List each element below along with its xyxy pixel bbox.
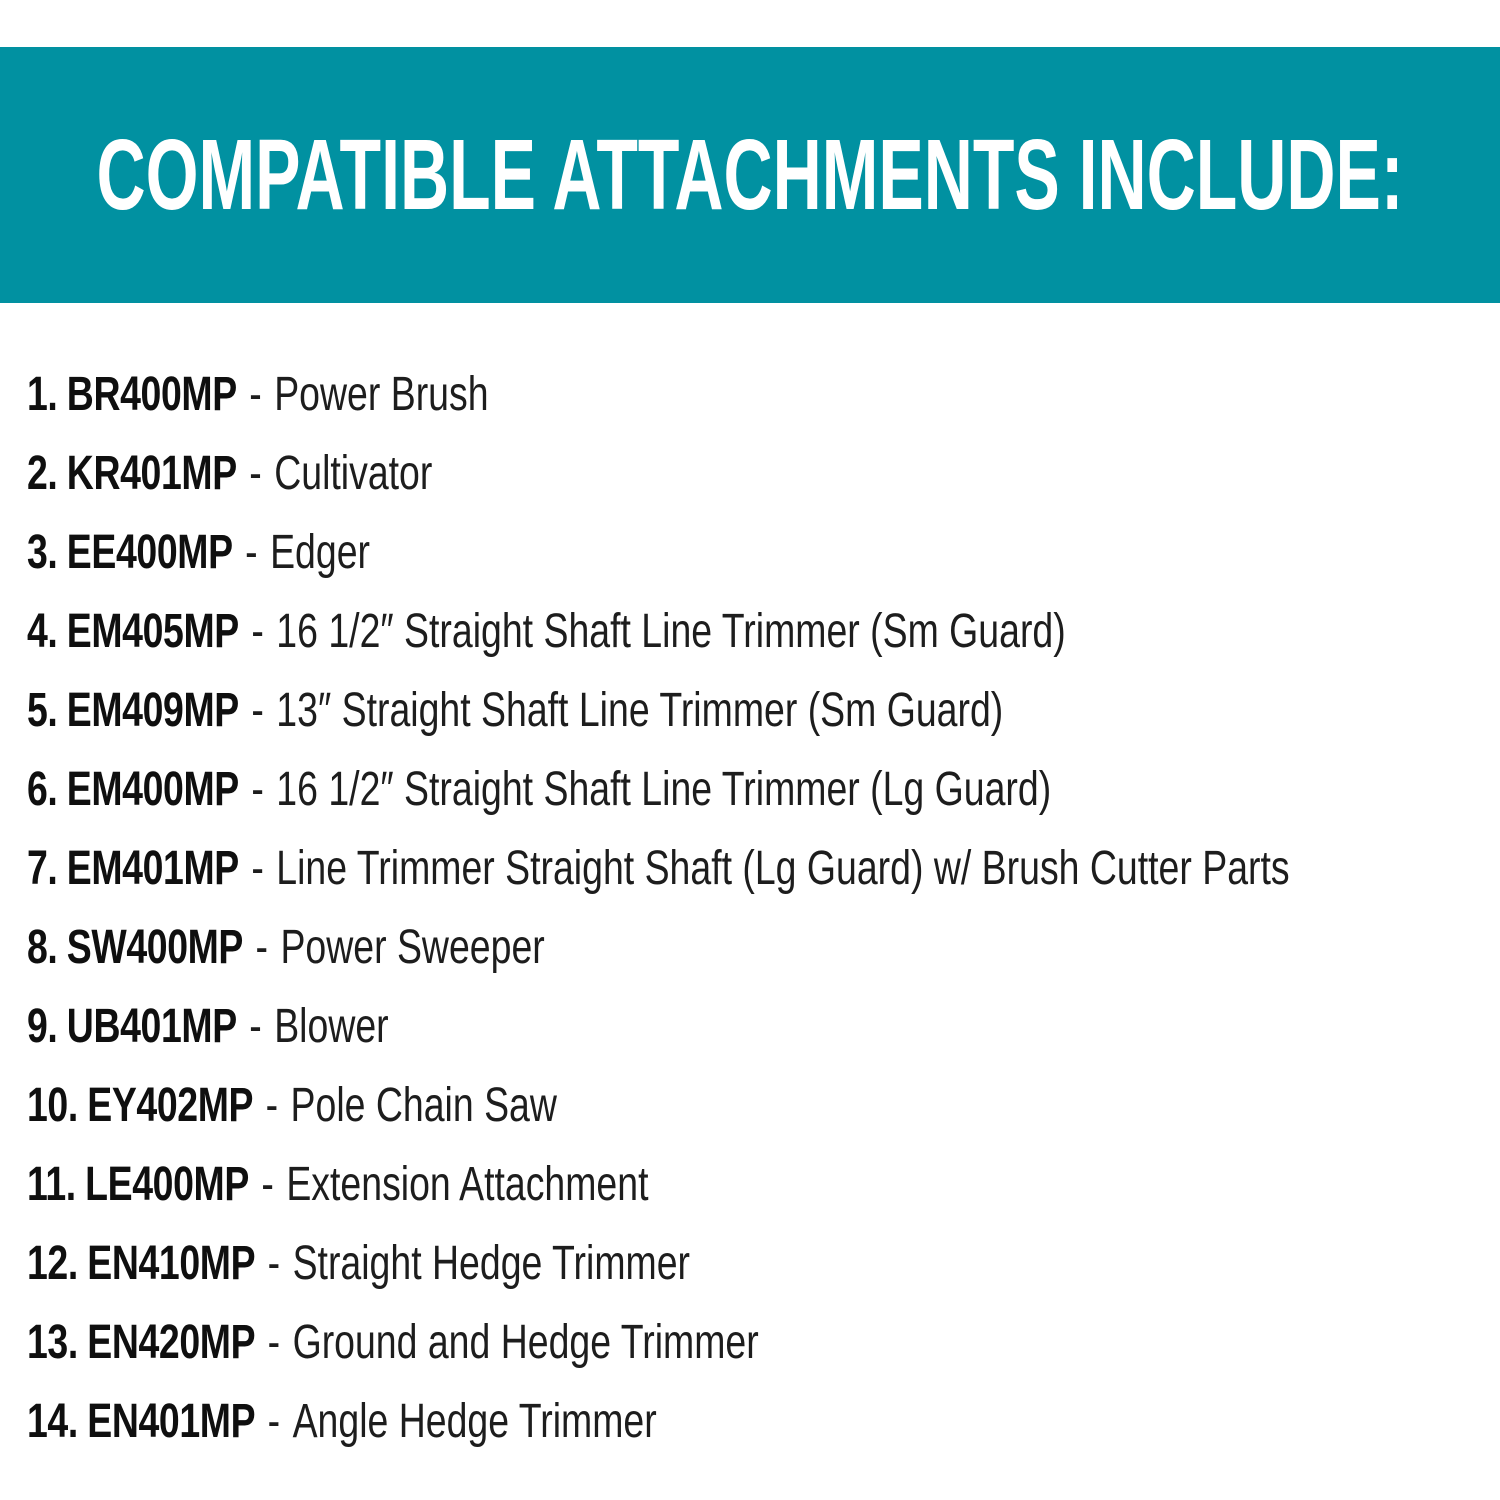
item-separator: - <box>267 1395 281 1448</box>
item-number: 12. <box>27 1237 78 1290</box>
item-model: SW400MP <box>66 921 244 974</box>
list-item <box>27 447 1166 500</box>
item-model: EM401MP <box>66 842 239 895</box>
item-description: Edger <box>270 526 370 579</box>
item-number: 7. <box>27 842 58 895</box>
list-item <box>27 526 1166 579</box>
item-number: 9. <box>27 1000 58 1053</box>
item-model: UB401MP <box>66 1000 237 1053</box>
list-item <box>27 1316 1166 1369</box>
item-number: 6. <box>27 763 58 816</box>
item-number: 1. <box>27 368 58 421</box>
item-separator: - <box>251 842 264 895</box>
list-item <box>27 921 1166 974</box>
item-number: 4. <box>27 605 58 658</box>
item-description: Angle Hedge Trimmer <box>292 1395 657 1448</box>
list-item <box>27 763 1166 816</box>
item-number: 13. <box>27 1316 78 1369</box>
item-separator: - <box>261 1158 274 1211</box>
item-description: Line Trimmer Straight Shaft (Lg Guard) w/ Brush Cutter Parts <box>276 842 1290 895</box>
item-model: KR401MP <box>66 447 237 500</box>
list-item <box>27 1079 1166 1132</box>
item-model: EM409MP <box>66 684 239 737</box>
item-description: Ground and Hedge Trimmer <box>292 1316 759 1369</box>
item-model: EY402MP <box>87 1079 254 1132</box>
item-number: 11. <box>27 1158 76 1211</box>
item-description: 16 1/2″ Straight Shaft Line Trimmer (Lg Guard) <box>276 763 1052 816</box>
item-separator: - <box>249 1000 262 1053</box>
list-item <box>27 368 1166 421</box>
item-separator: - <box>251 605 264 658</box>
item-model: EM400MP <box>66 763 239 816</box>
item-model: EN401MP <box>87 1395 256 1448</box>
list-item <box>27 1395 1166 1448</box>
item-separator: - <box>255 921 268 974</box>
item-model: EE400MP <box>66 526 233 579</box>
item-number: 2. <box>27 447 58 500</box>
item-description: Straight Hedge Trimmer <box>292 1237 690 1290</box>
item-separator: - <box>251 763 264 816</box>
header-banner <box>0 47 1500 303</box>
list-item <box>27 1158 1166 1211</box>
item-description: 16 1/2″ Straight Shaft Line Trimmer (Sm Guard) <box>276 605 1066 658</box>
item-separator: - <box>251 684 264 737</box>
page-title: COMPATIBLE ATTACHMENTS INCLUDE: <box>96 119 1404 231</box>
item-description: Extension Attachment <box>286 1158 649 1211</box>
list-item <box>27 684 1166 737</box>
item-separator: - <box>245 526 258 579</box>
item-number: 10. <box>27 1079 78 1132</box>
item-description: 13″ Straight Shaft Line Trimmer (Sm Guard) <box>276 684 1004 737</box>
item-model: LE400MP <box>85 1158 249 1211</box>
list-item <box>27 842 1290 895</box>
item-model: EN410MP <box>87 1237 256 1290</box>
item-number: 5. <box>27 684 58 737</box>
item-model: BR400MP <box>66 368 237 421</box>
item-separator: - <box>267 1237 281 1290</box>
item-number: 8. <box>27 921 58 974</box>
list-item <box>27 1237 1166 1290</box>
item-separator: - <box>249 447 262 500</box>
item-description: Power Sweeper <box>280 921 545 974</box>
list-item <box>27 605 1166 658</box>
item-description: Pole Chain Saw <box>290 1079 557 1132</box>
item-description: Blower <box>274 1000 389 1053</box>
item-description: Power Brush <box>274 368 489 421</box>
item-separator: - <box>265 1079 279 1132</box>
item-separator: - <box>267 1316 281 1369</box>
item-description: Cultivator <box>274 447 433 500</box>
list-item <box>27 1000 1166 1053</box>
item-number: 14. <box>27 1395 78 1448</box>
attachments-list <box>27 368 1487 1477</box>
item-model: EM405MP <box>66 605 239 658</box>
item-separator: - <box>249 368 262 421</box>
item-number: 3. <box>27 526 58 579</box>
item-model: EN420MP <box>87 1316 256 1369</box>
